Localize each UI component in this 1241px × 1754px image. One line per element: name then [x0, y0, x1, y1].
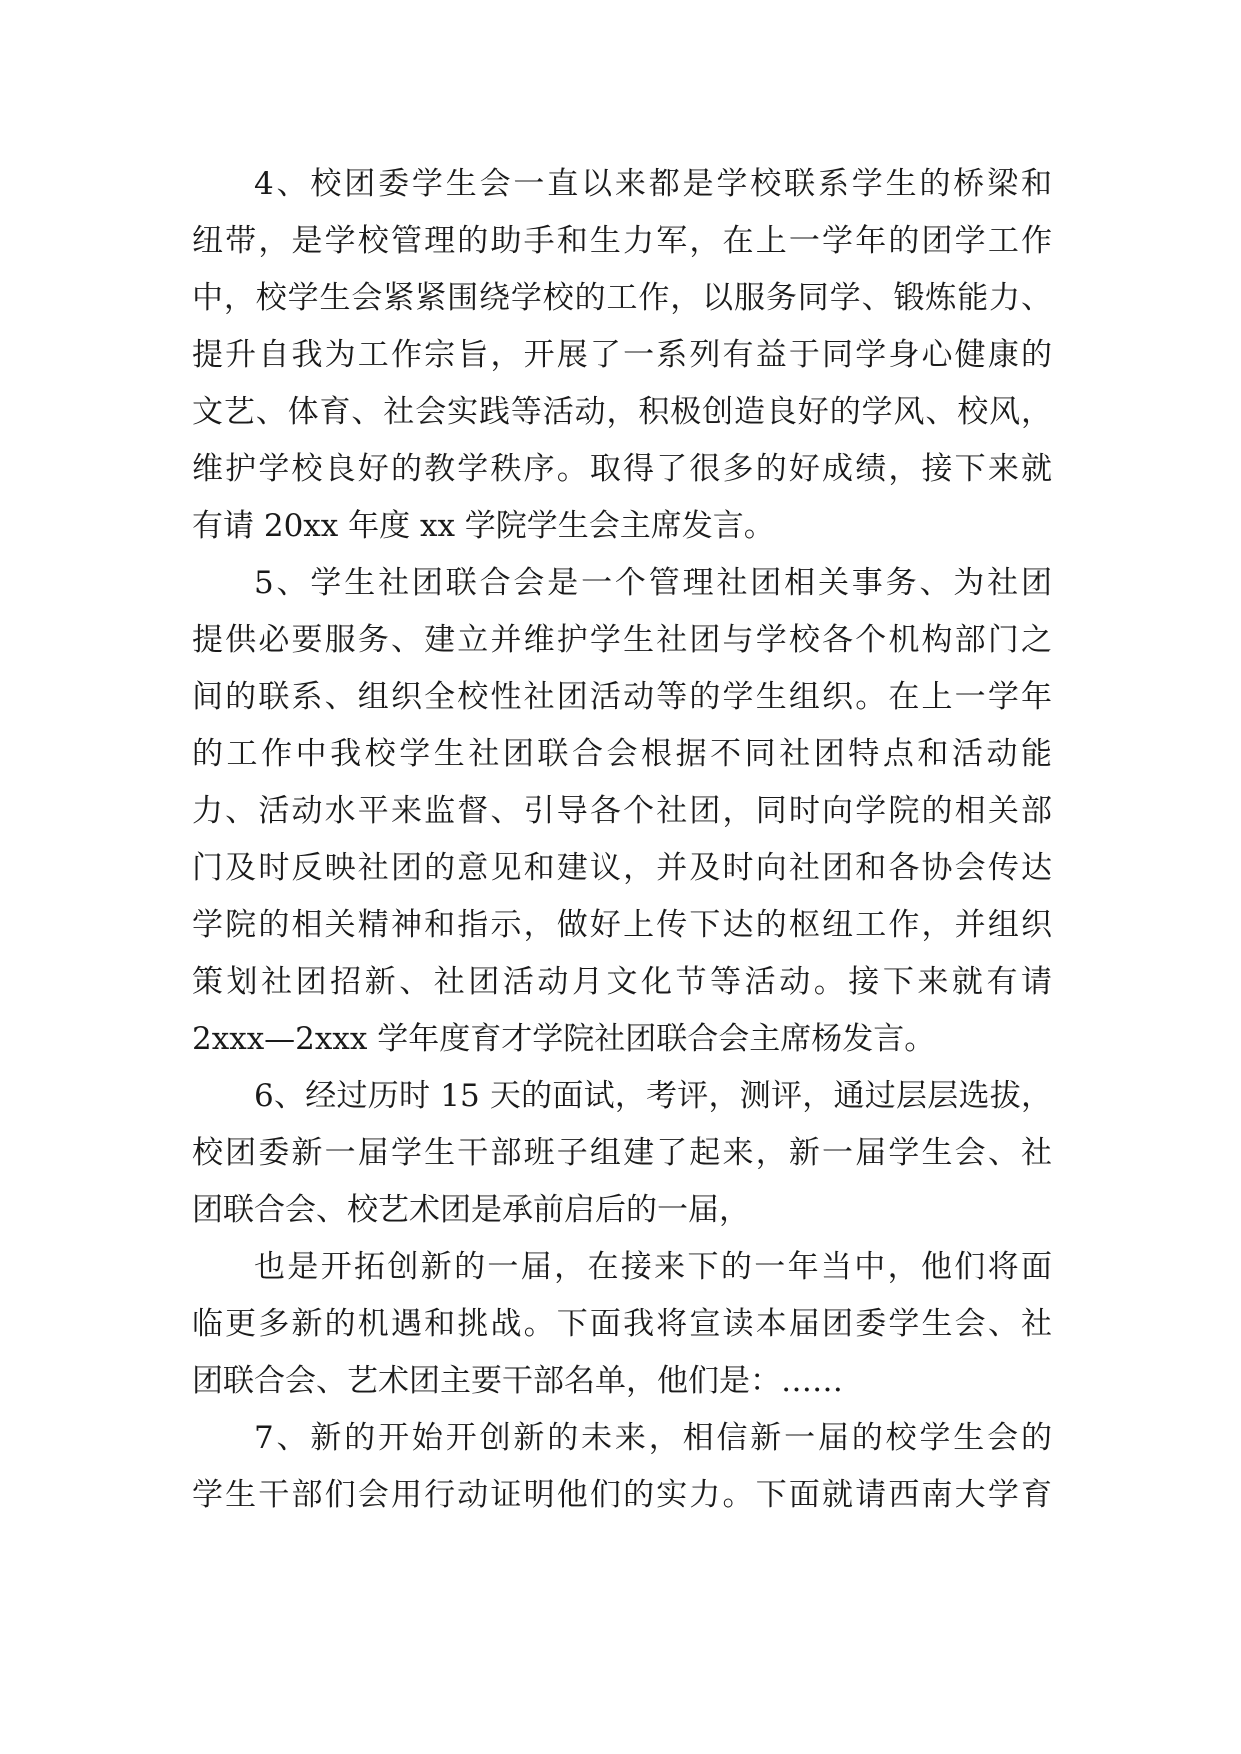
text-line: 团联合会、校艺术团是承前启后的一届， [192, 1192, 750, 1228]
text-line: 学院的相关精神和指示，做好上传下达的枢纽工作，并组织 [192, 907, 1052, 943]
text-line: 的工作中我校学生社团联合会根据不同社团特点和活动能 [192, 736, 1052, 772]
text-line: 维护学校良好的教学秩序。取得了很多的好成绩，接下来就 [192, 451, 1052, 487]
text-line: 策划社团招新、社团活动月文化节等活动。接下来就有请 [192, 964, 1052, 1000]
text-line: 团联合会、艺术团主要干部名单，他们是：…… [192, 1363, 843, 1399]
text-line: 2xxx—2xxx 学年度育才学院社团联合会主席杨发言。 [192, 1021, 936, 1057]
text-line: 7、新的开始开创新的未来，相信新一届的校学生会的 [254, 1420, 1052, 1456]
text-line: 文艺、体育、社会实践等活动，积极创造良好的学风、校风， [192, 394, 1052, 430]
text-line: 4、校团委学生会一直以来都是学校联系学生的桥梁和 [254, 166, 1052, 202]
text-line: 间的联系、组织全校性社团活动等的学生组织。在上一学年 [192, 679, 1052, 715]
text-line: 也是开拓创新的一届，在接来下的一年当中，他们将面 [254, 1249, 1052, 1285]
text-line: 力、活动水平来监督、引导各个社团，同时向学院的相关部 [192, 793, 1052, 829]
text-line: 提供必要服务、建立并维护学生社团与学校各个机构部门之 [192, 622, 1052, 658]
text-line: 提升自我为工作宗旨，开展了一系列有益于同学身心健康的 [192, 337, 1052, 373]
text-line: 有请 20xx 年度 xx 学院学生会主席发言。 [192, 508, 775, 544]
document-body [192, 156, 1052, 1524]
text-line: 5、学生社团联合会是一个管理社团相关事务、为社团 [254, 565, 1052, 601]
text-line: 学生干部们会用行动证明他们的实力。下面就请西南大学育 [192, 1477, 1052, 1513]
text-line: 校团委新一届学生干部班子组建了起来，新一届学生会、社 [192, 1135, 1052, 1171]
text-line: 门及时反映社团的意见和建议，并及时向社团和各协会传达 [192, 850, 1052, 886]
text-line: 中，校学生会紧紧围绕学校的工作，以服务同学、锻炼能力、 [192, 280, 1052, 316]
text-line: 6、经过历时 15 天的面试，考评，测评，通过层层选拔， [254, 1078, 1052, 1114]
text-line: 临更多新的机遇和挑战。下面我将宣读本届团委学生会、社 [192, 1306, 1052, 1342]
text-line: 纽带，是学校管理的助手和生力军，在上一学年的团学工作 [192, 223, 1052, 259]
